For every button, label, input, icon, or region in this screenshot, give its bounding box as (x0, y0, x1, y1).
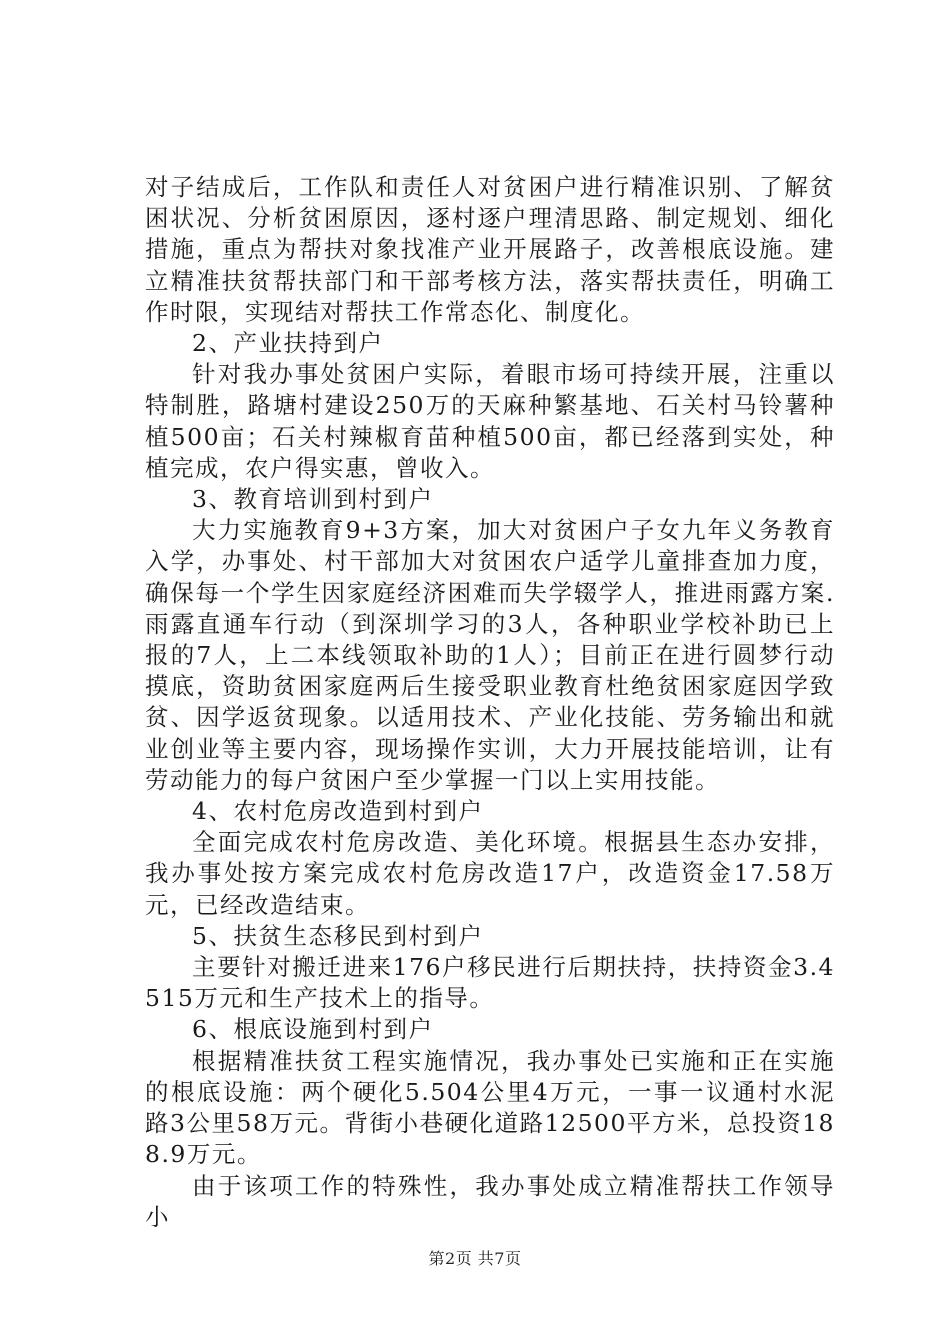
section-heading-industry-support: 2、产业扶持到户 (192, 329, 384, 358)
section-heading-infrastructure: 6、根底设施到村到户 (192, 1015, 434, 1044)
paragraph-industry-support: 针对我办事处贫困户实际，着眼市场可持续开展，注重以特制胜，路塘村建设250万的天麻种繁基地、石关村马铃薯种植500亩；石关村辣椒育苗种植500亩，都已经落到实处，种植完成，农户得实惠，曾收入。 (145, 360, 835, 482)
document-body (145, 172, 835, 1233)
paragraph-infrastructure: 根据精准扶贫工程实施情况，我办事处已实施和正在实施的根底设施：两个硬化5.504公里4万元，一事一议通村水泥路3公里58万元。背街小巷硬化道路12500平方米，总投资188.9万元。 (145, 1046, 835, 1169)
paragraph-housing-renovation: 全面完成农村危房改造、美化环境。根据县生态办安排，我办事处按方案完成农村危房改造17户，改造资金17.58万元，已经改造结束。 (145, 828, 835, 919)
paragraph-1: 对子结成后，工作队和责任人对贫困户进行精准识别、了解贫困状况、分析贫困原因，逐村逐户理清思路、制定规划、细化措施，重点为帮扶对象找准产业开展路子，改善根底设施。建立精准扶贫帮扶部门和干部考核方法，落实帮扶责任，明确工作时限，实现结对帮扶工作常态化、制度化。 (145, 173, 835, 326)
paragraph-leadership-group: 由于该项工作的特殊性，我办事处成立精准帮扶工作领导小 (145, 1171, 835, 1231)
section-heading-relocation: 5、扶贫生态移民到村到户 (192, 921, 484, 950)
section-heading-housing-renovation: 4、农村危房改造到村到户 (192, 797, 484, 826)
page-number-footer: 第2页 共7页 (428, 1249, 522, 1268)
paragraph-education-training: 大力实施教育9+3方案，加大对贫困户子女九年义务教育入学，办事处、村干部加大对贫困农户适学儿童排查加力度，确保每一个学生因家庭经济困难而失学辍学人，推进雨露方案.雨露直通车行动（到深圳学习的3人，各种职业学校补助已上报的7人，上二本线领取补助的1人）；目前正在进行圆梦行动摸底，资助贫困家庭两后生接受职业教育杜绝贫困家庭因学致贫、因学返贫现象。以适用技术、产业化技能、劳务输出和就业创业等主要内容，现场操作实训，大力开展技能培训，让有劳动能力的每户贫困户至少掌握一门以上实用技能。 (145, 516, 835, 794)
paragraph-relocation: 主要针对搬迁进来176户移民进行后期扶持，扶持资金3.4515万元和生产技术上的指导。 (145, 953, 835, 1013)
section-heading-education-training: 3、教育培训到村到户 (192, 485, 434, 514)
